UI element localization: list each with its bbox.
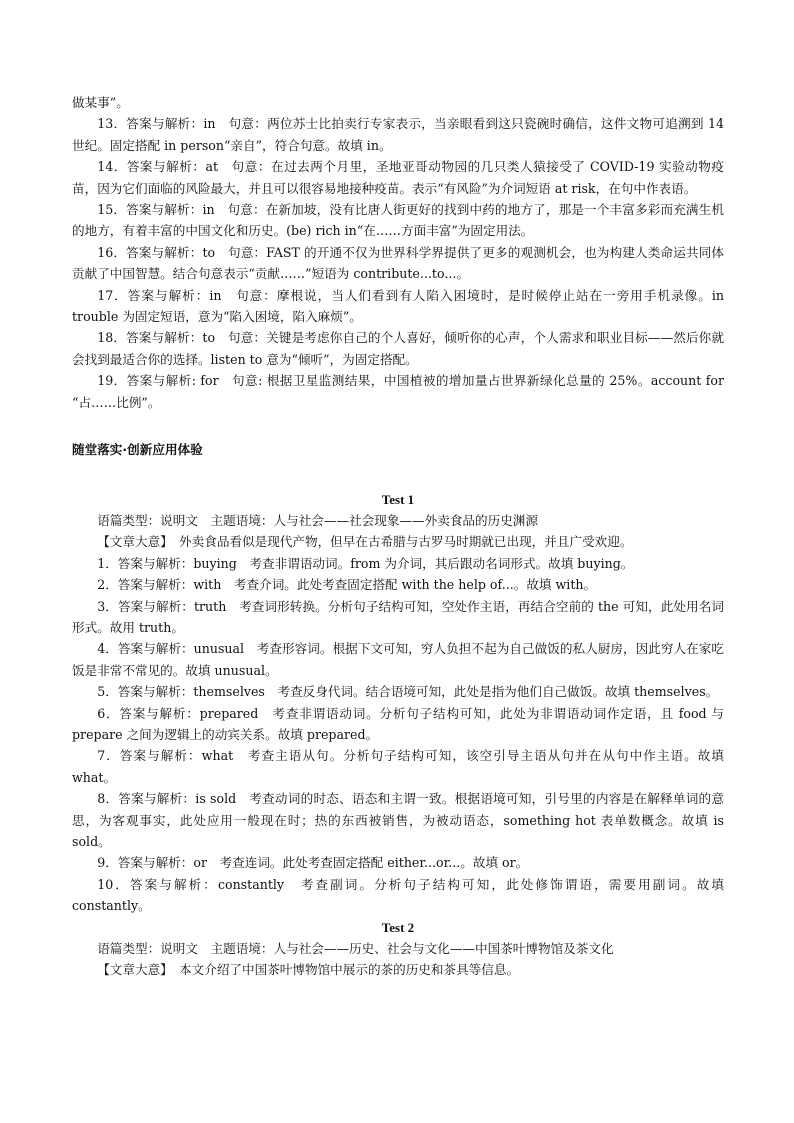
test2-meta: 语篇类型：说明文 主题语境：人与社会——历史、社会与文化——中国茶叶博物馆及茶文化	[97, 941, 614, 957]
test1-answer-5: 5．答案与解析：themselves 考查反身代词。结合语境可知，此处是指为他们自己做饭。故填 themselves。	[97, 684, 719, 700]
test1-answer-1: 1．答案与解析：buying 考查非谓语动词。from 为介词，其后跟动名词形式。故填 buying。	[97, 555, 634, 571]
paragraph-continuation: 做某事”。	[72, 95, 129, 110]
answer-16: 16．答案与解析：to 句意：FAST 的开通不仅为世界科学界提供了更多的观测机会，也为构建人类命运共同体贡献了中国智慧。结合句意表示“贡献……”短语为 contribute...to...。	[72, 244, 724, 282]
answer-19: 19．答案与解析: for 句意: 根据卫星监测结果，中国植被的增加量占世界新绿化总量的 25%。account for “占……比例”。	[72, 373, 724, 410]
test1-answer-9: 9．答案与解析：or 考查连词。此处考查固定搭配 either...or...。故填 or。	[97, 855, 529, 871]
answer-14: 14．答案与解析：at 句意：在过去两个月里，圣地亚哥动物园的几只类人猿接受了 COVID-19 实验动物疫苗，因为它们面临的风险最大，并且可以很容易地接种疫苗。表示“有风险”为介词短语 at risk，在句中作表语。	[72, 159, 724, 196]
test2-title: Test 2	[381, 919, 415, 935]
section-heading: 随堂落实·创新应用体验	[72, 442, 203, 458]
test1-answer-2: 2．答案与解析：with 考查介词。此处考查固定搭配 with the help of...。故填 with。	[97, 577, 597, 593]
answer-15: 15．答案与解析：in 句意：在新加坡，没有比唐人街更好的找到中药的地方了，那是一个丰富多彩而充满生机的地方，有着丰富的中国文化和历史。(be) rich in“在……方面丰富”为固定用法。	[72, 202, 724, 239]
answer-17: 17．答案与解析：in 句意：摩根说，当人们看到有人陷入困境时，是时候停止站在一旁用手机录像。in trouble 为固定短语，意为“陷入困境，陷入麻烦”。	[72, 287, 724, 325]
answer-13: 13．答案与解析：in 句意：两位苏士比拍卖行专家表示，当亲眼看到这只瓷碗时确信，这件文物可追溯到 14 世纪。固定搭配 in person“亲自”，符合句意。故填 in。	[72, 116, 724, 153]
test1-title: Test 1	[381, 491, 415, 507]
answer-18: 18．答案与解析：to 句意：关键是考虑你自己的个人喜好，倾听你的心声，个人需求和职业目标——然后你就会找到最适合你的选择。listen to 意为“倾听”，为固定搭配。	[72, 330, 724, 367]
test1-answer-7: 7．答案与解析：what 考查主语从句。分析句子结构可知，该空引导主语从句并在从句中作主语。故填 what。	[72, 748, 724, 785]
test1-answer-6: 6．答案与解析：prepared 考查非谓语动词。分析句子结构可知，此处为非谓语动词作定语，且 food 与 prepare 之间为逻辑上的动宾关系。故填 prepared。	[72, 705, 724, 742]
test1-answer-10: 10．答案与解析：constantly 考查副词。分析句子结构可知，此处修饰谓语，需要用副词。故填 constantly。	[72, 876, 724, 914]
test1-answer-3: 3．答案与解析：truth 考查词形转换。分析句子结构可知，空处作主语，再结合空前的 the 可知，此处用名词形式。故用 truth。	[72, 598, 724, 635]
test1-answer-4: 4．答案与解析：unusual 考查形容词。根据下文可知，穷人负担不起为自己做饭的私人厨房，因此穷人在家吃饭是非常不常见的。故填 unusual。	[72, 641, 724, 678]
document-page	[72, 92, 724, 981]
test1-meta: 语篇类型：说明文 主题语境：人与社会——社会现象——外卖食品的历史渊源	[97, 512, 538, 528]
test1-summary: 【文章大意】 外卖食品看似是现代产物，但早在古希腊与古罗马时期就已出现，并且广受欢迎。	[97, 534, 633, 550]
test1-answer-8: 8．答案与解析：is sold 考查动词的时态、语态和主谓一致。根据语境可知，引号里的内容是在解释单词的意思，为客观事实，此处应用一般现在时；热的东西被销售，为被动语态，something hot 表单数概念。故填 is sold。	[72, 791, 724, 849]
test2-summary: 【文章大意】 本文介绍了中国茶叶博物馆中展示的茶的历史和茶具等信息。	[97, 962, 520, 978]
